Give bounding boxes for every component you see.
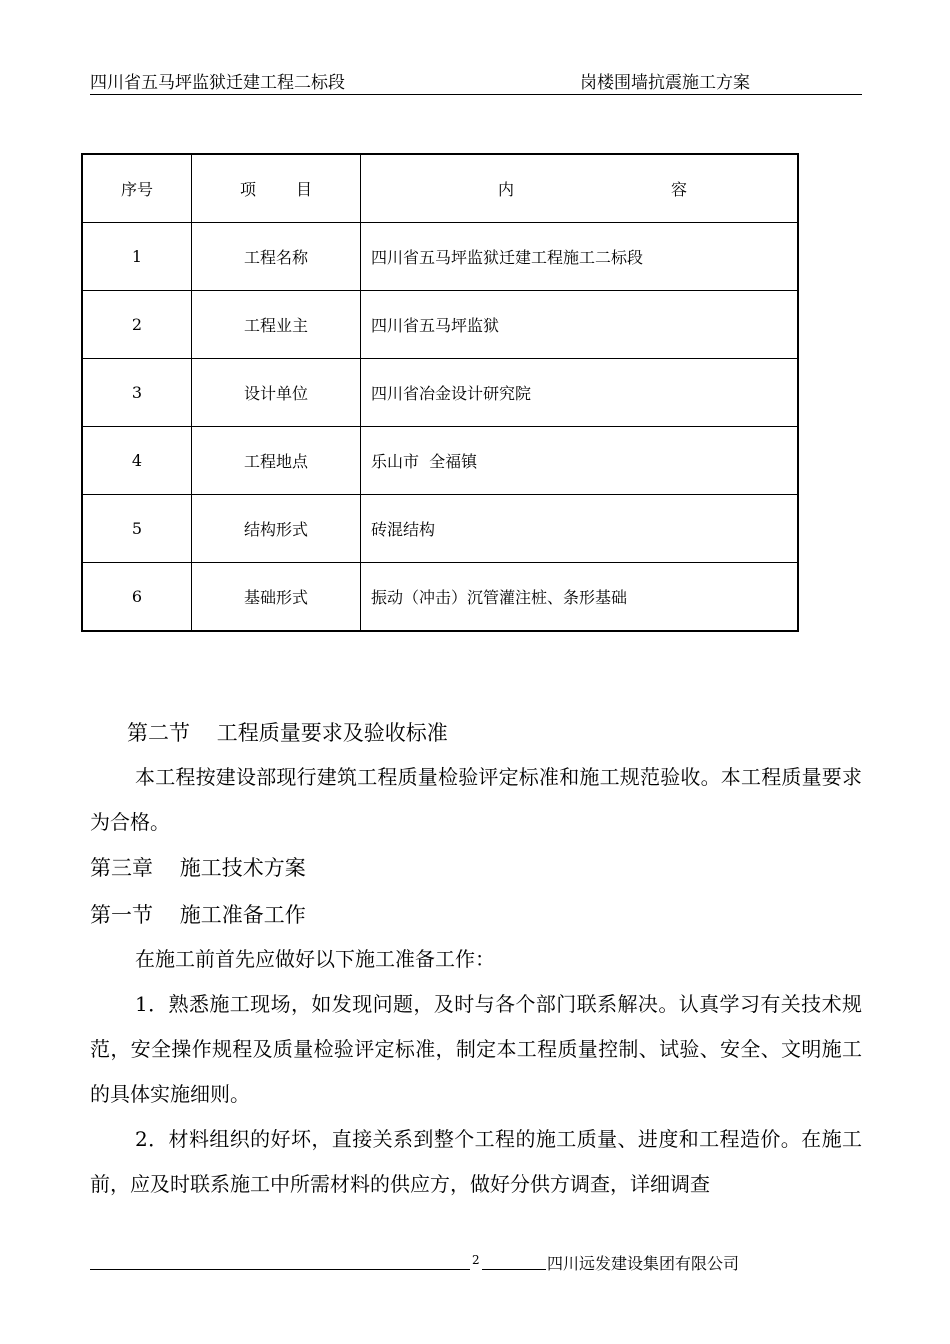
row-content: 乐山市 全福镇: [361, 427, 799, 495]
page-number: 2: [472, 1253, 480, 1267]
row-no: 4: [82, 427, 192, 495]
item-2-paragraph: 2．材料组织的好坏，直接关系到整个工程的施工质量、进度和工程造价。在施工前，应及时联系施工中所需材料的供应方，做好分供方调查，详细调查: [90, 1127, 862, 1196]
header-project-name: 四川省五马坪监狱迁建工程二标段: [90, 73, 345, 93]
table-header-row: [82, 154, 798, 223]
section-1-title: 第一节 施工准备工作: [90, 903, 306, 927]
row-content: 砖混结构: [361, 495, 799, 563]
footer-company: 四川远发建设集团有限公司: [547, 1254, 740, 1273]
intro-paragraph: 在施工前首先应做好以下施工准备工作：: [135, 947, 495, 971]
table-row: [82, 223, 798, 291]
row-content: 四川省五马坪监狱: [361, 291, 799, 359]
header-content-char-1: 内: [498, 180, 515, 199]
row-item: 结构形式: [192, 495, 361, 563]
row-content: 振动（冲击）沉管灌注桩、条形基础: [361, 563, 799, 632]
item-1-paragraph: 1．熟悉施工现场，如发现问题，及时与各个部门联系解决。认真学习有关技术规范，安全操作规程及质量检验评定标准，制定本工程质量控制、试验、安全、文明施工的具体实施细则。: [90, 992, 862, 1106]
row-item: 工程名称: [192, 223, 361, 291]
table-row: [82, 495, 798, 563]
section-2-paragraph: 本工程按建设部现行建筑工程质量检验评定标准和施工规范验收。本工程质量要求为合格。: [90, 765, 862, 834]
row-no: 1: [82, 223, 192, 291]
header-content-char-2: 容: [670, 180, 687, 199]
row-no: 6: [82, 563, 192, 632]
project-info-table: [81, 153, 799, 632]
header-item-char-1: 项: [239, 180, 256, 199]
header-document-title: 岗楼围墙抗震施工方案: [580, 73, 750, 93]
chapter-3-title: 第三章 施工技术方案: [90, 856, 306, 880]
header-cell-content: [361, 154, 799, 223]
header-cell-no: 序号: [82, 154, 192, 223]
row-content: 四川省五马坪监狱迁建工程施工二标段: [361, 223, 799, 291]
section-2-title: 第二节 工程质量要求及验收标准: [127, 721, 448, 745]
table-row: [82, 563, 798, 632]
table-row: [82, 291, 798, 359]
row-item: 工程业主: [192, 291, 361, 359]
row-content: 四川省冶金设计研究院: [361, 359, 799, 427]
footer-rule-left: [90, 1269, 470, 1270]
table-row: [82, 427, 798, 495]
row-no: 3: [82, 359, 192, 427]
row-item: 基础形式: [192, 563, 361, 632]
page-header: [90, 64, 862, 95]
row-no: 2: [82, 291, 192, 359]
table-row: [82, 359, 798, 427]
footer-rule-right: [482, 1269, 546, 1270]
page-footer: [90, 1251, 790, 1275]
row-item: 工程地点: [192, 427, 361, 495]
row-no: 5: [82, 495, 192, 563]
header-item-char-2: 目: [296, 180, 313, 199]
header-cell-item: [192, 154, 361, 223]
row-item: 设计单位: [192, 359, 361, 427]
